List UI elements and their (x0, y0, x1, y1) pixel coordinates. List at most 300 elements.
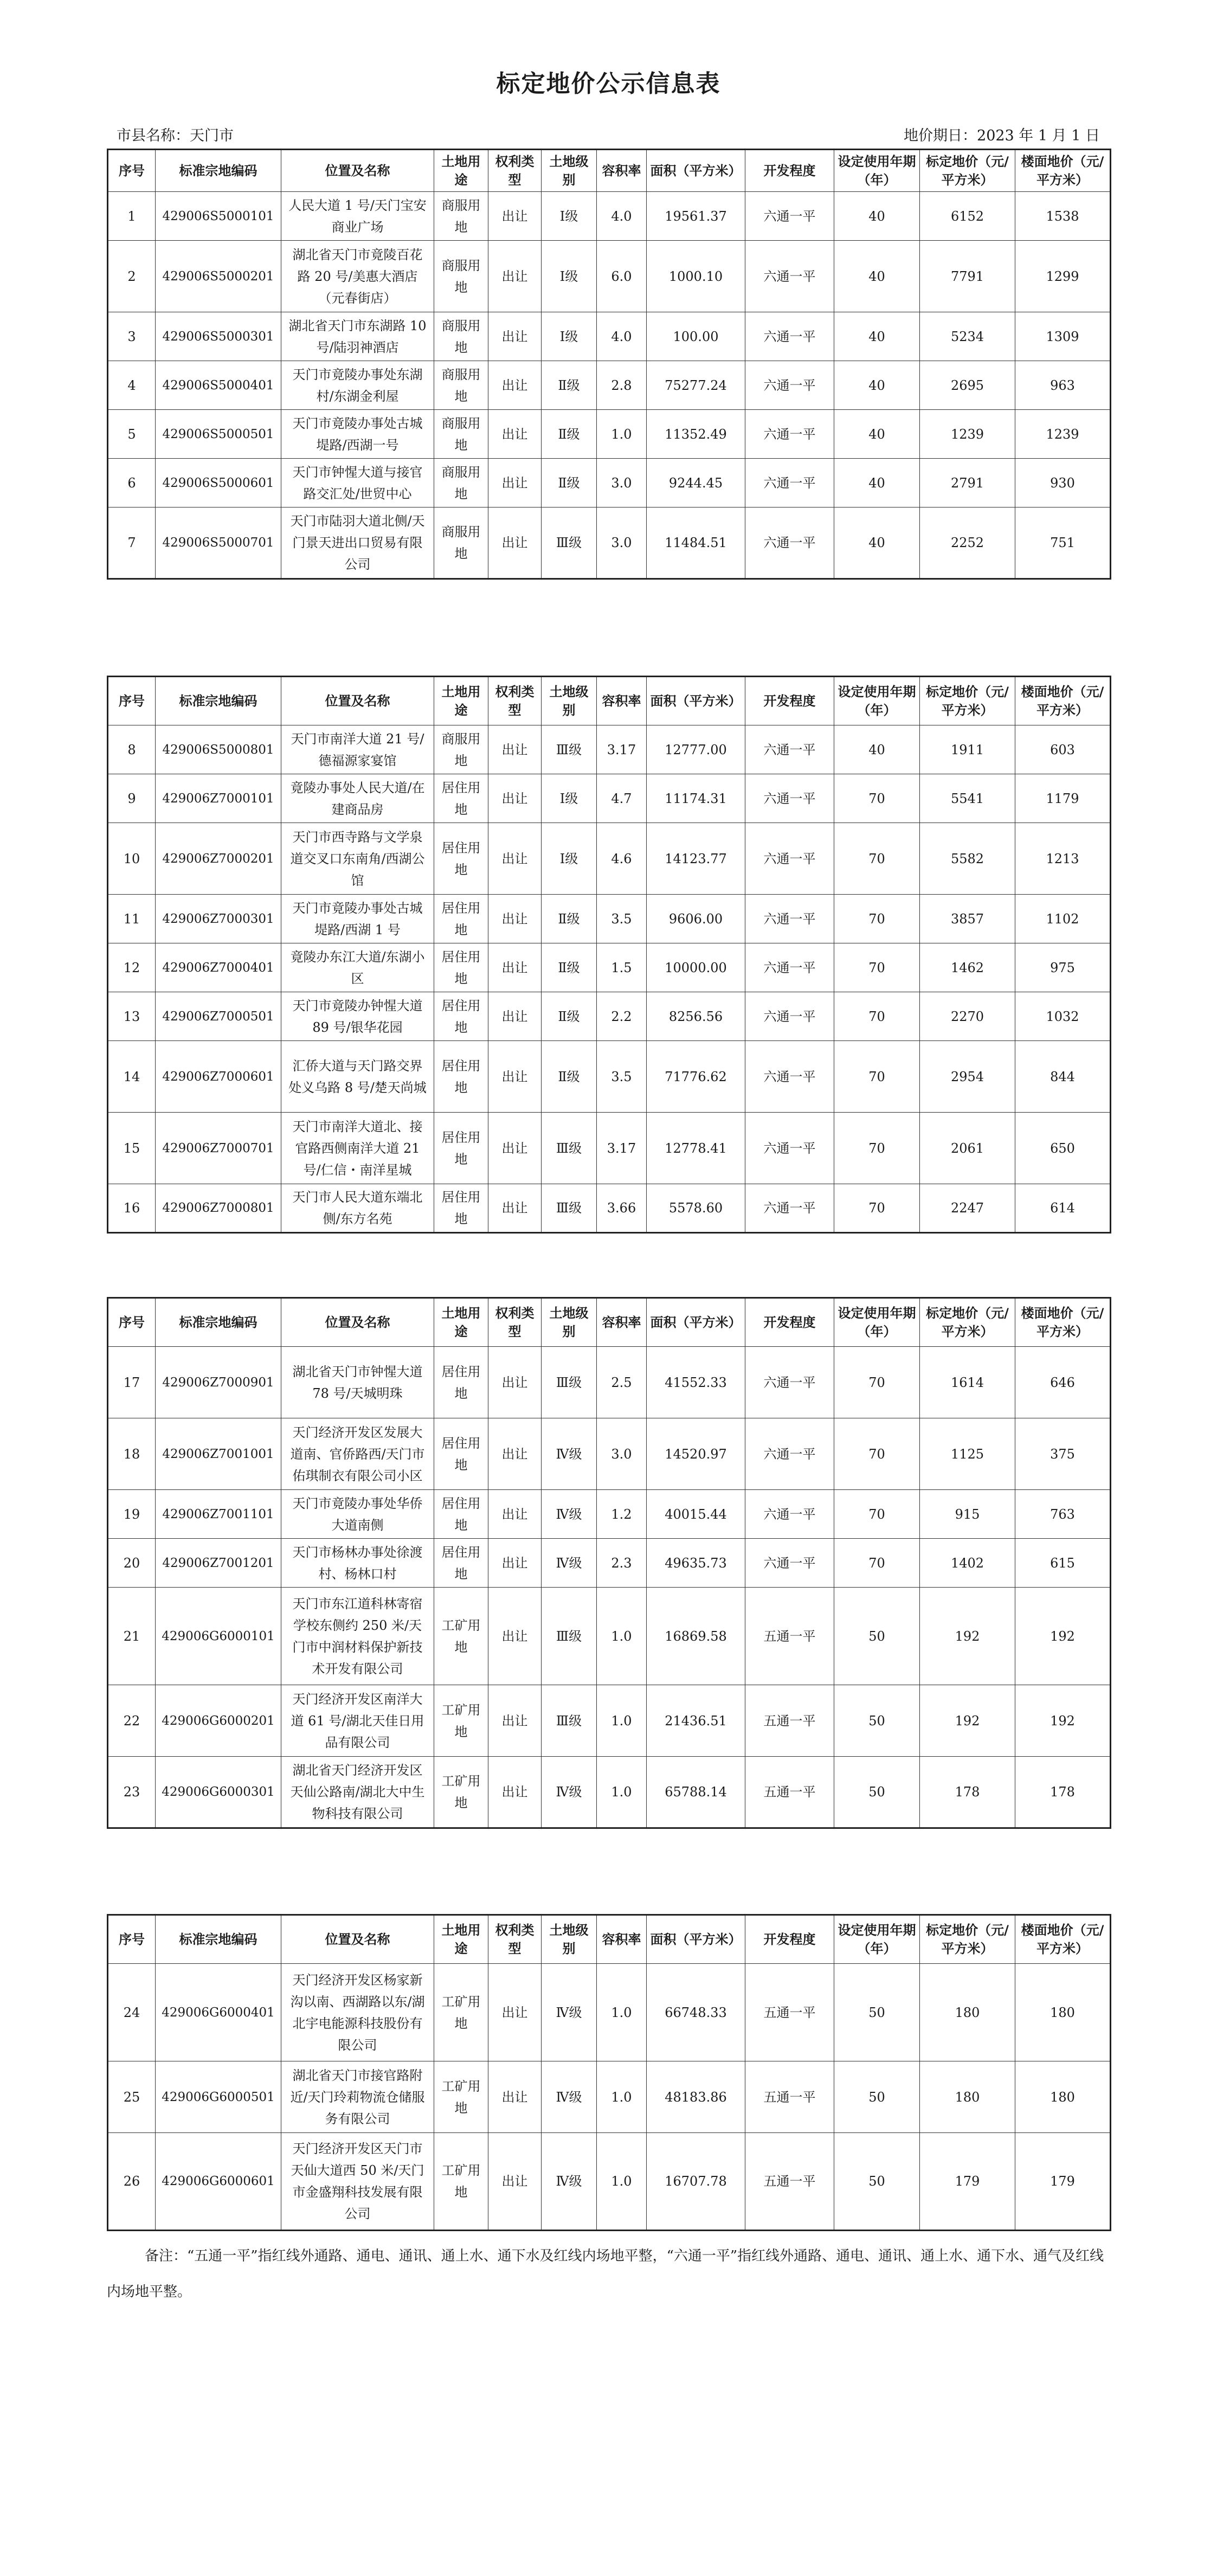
cell-dev-level: 五通一平 (745, 1757, 834, 1828)
cell-use: 居住用地 (434, 1490, 488, 1539)
cell-seq: 2 (108, 241, 156, 312)
cell-term: 50 (834, 1685, 920, 1757)
cell-term: 40 (834, 410, 920, 459)
cell-use: 居住用地 (434, 943, 488, 992)
cell-right-type: 出让 (488, 1588, 542, 1685)
land-price-table (107, 676, 1111, 1234)
cell-far: 1.0 (597, 1588, 647, 1685)
cell-code: 429006Z7000201 (156, 823, 281, 895)
header-seq: 序号 (108, 677, 156, 725)
cell-term: 50 (834, 2061, 920, 2133)
cell-dev-level: 六通一平 (745, 459, 834, 508)
header-seq: 序号 (108, 1915, 156, 1964)
cell-use: 商服用地 (434, 192, 488, 241)
cell-code: 429006S5000701 (156, 508, 281, 579)
header-location: 位置及名称 (281, 677, 434, 725)
cell-right-type: 出让 (488, 2133, 542, 2231)
cell-far: 2.3 (597, 1539, 647, 1588)
cell-std-price: 915 (920, 1490, 1015, 1539)
cell-floor-price: 180 (1015, 1964, 1111, 2061)
cell-area: 8256.56 (647, 992, 745, 1041)
cell-grade: Ⅱ级 (542, 410, 597, 459)
header-dev-level: 开发程度 (745, 150, 834, 192)
cell-floor-price: 1538 (1015, 192, 1111, 241)
cell-floor-price: 1032 (1015, 992, 1111, 1041)
table-row (108, 1588, 1111, 1685)
cell-code: 429006Z7000501 (156, 992, 281, 1041)
cell-term: 70 (834, 1113, 920, 1184)
header-seq: 序号 (108, 150, 156, 192)
header-use: 土地用途 (434, 1915, 488, 1964)
cell-std-price: 2270 (920, 992, 1015, 1041)
cell-dev-level: 六通一平 (745, 1418, 834, 1490)
cell-right-type: 出让 (488, 410, 542, 459)
cell-location: 天门市竟陵办事处华侨大道南侧 (281, 1490, 434, 1539)
cell-code: 429006G6000101 (156, 1588, 281, 1685)
cell-grade: Ⅲ级 (542, 1588, 597, 1685)
cell-code: 429006Z7001001 (156, 1418, 281, 1490)
cell-grade: Ⅱ级 (542, 1041, 597, 1113)
cell-std-price: 2252 (920, 508, 1015, 579)
cell-seq: 13 (108, 992, 156, 1041)
cell-std-price: 5541 (920, 774, 1015, 823)
cell-right-type: 出让 (488, 1490, 542, 1539)
cell-far: 3.0 (597, 1418, 647, 1490)
cell-term: 40 (834, 361, 920, 410)
cell-seq: 15 (108, 1113, 156, 1184)
cell-term: 40 (834, 459, 920, 508)
cell-floor-price: 180 (1015, 2061, 1111, 2133)
cell-dev-level: 六通一平 (745, 1347, 834, 1418)
cell-seq: 11 (108, 895, 156, 943)
cell-grade: Ⅰ级 (542, 192, 597, 241)
cell-term: 70 (834, 1041, 920, 1113)
cell-std-price: 192 (920, 1685, 1015, 1757)
table-row (108, 943, 1111, 992)
cell-location: 天门市陆羽大道北侧/天门景天进出口贸易有限公司 (281, 508, 434, 579)
cell-far: 6.0 (597, 241, 647, 312)
header-area: 面积（平方米） (647, 1298, 745, 1347)
cell-grade: Ⅲ级 (542, 1184, 597, 1233)
cell-right-type: 出让 (488, 459, 542, 508)
cell-seq: 9 (108, 774, 156, 823)
cell-dev-level: 五通一平 (745, 1685, 834, 1757)
cell-location: 人民大道 1 号/天门宝安商业广场 (281, 192, 434, 241)
header-right-type: 权利类型 (488, 150, 542, 192)
cell-term: 50 (834, 1757, 920, 1828)
cell-dev-level: 六通一平 (745, 1539, 834, 1588)
cell-term: 70 (834, 823, 920, 895)
cell-use: 商服用地 (434, 241, 488, 312)
cell-use: 商服用地 (434, 725, 488, 774)
header-right-type: 权利类型 (488, 1915, 542, 1964)
meta-line (107, 124, 1110, 145)
cell-term: 50 (834, 1964, 920, 2061)
table-row (108, 725, 1111, 774)
table-row (108, 192, 1111, 241)
header-term: 设定使用年期（年） (834, 150, 920, 192)
cell-seq: 5 (108, 410, 156, 459)
cell-seq: 19 (108, 1490, 156, 1539)
table-row (108, 2133, 1111, 2231)
header-std-price: 标定地价（元/平方米） (920, 150, 1015, 192)
cell-std-price: 6152 (920, 192, 1015, 241)
cell-code: 429006Z7001101 (156, 1490, 281, 1539)
land-price-table (107, 1914, 1111, 2231)
cell-floor-price: 179 (1015, 2133, 1111, 2231)
cell-dev-level: 六通一平 (745, 1113, 834, 1184)
cell-location: 湖北省天门经济开发区天仙公路南/湖北大中生物科技有限公司 (281, 1757, 434, 1828)
cell-std-price: 5234 (920, 312, 1015, 361)
cell-std-price: 2791 (920, 459, 1015, 508)
cell-grade: Ⅳ级 (542, 2133, 597, 2231)
cell-right-type: 出让 (488, 1757, 542, 1828)
header-std-price: 标定地价（元/平方米） (920, 1915, 1015, 1964)
cell-location: 天门市西寺路与文学泉道交叉口东南角/西湖公馆 (281, 823, 434, 895)
cell-floor-price: 603 (1015, 725, 1111, 774)
cell-floor-price: 192 (1015, 1685, 1111, 1757)
table-row (108, 992, 1111, 1041)
cell-std-price: 180 (920, 2061, 1015, 2133)
cell-floor-price: 963 (1015, 361, 1111, 410)
cell-grade: Ⅱ级 (542, 459, 597, 508)
cell-use: 居住用地 (434, 895, 488, 943)
cell-grade: Ⅱ级 (542, 992, 597, 1041)
header-dev-level: 开发程度 (745, 1915, 834, 1964)
cell-area: 14123.77 (647, 823, 745, 895)
cell-code: 429006S5000401 (156, 361, 281, 410)
cell-grade: Ⅲ级 (542, 1685, 597, 1757)
cell-term: 40 (834, 312, 920, 361)
cell-right-type: 出让 (488, 508, 542, 579)
cell-location: 天门市南洋大道北、接官路西侧南洋大道 21 号/仁信・南洋星城 (281, 1113, 434, 1184)
table-row (108, 2061, 1111, 2133)
cell-area: 1000.10 (647, 241, 745, 312)
cell-seq: 4 (108, 361, 156, 410)
cell-code: 429006Z7001201 (156, 1539, 281, 1588)
cell-seq: 17 (108, 1347, 156, 1418)
cell-area: 66748.33 (647, 1964, 745, 2061)
cell-floor-price: 650 (1015, 1113, 1111, 1184)
table-row (108, 1184, 1111, 1233)
header-dev-level: 开发程度 (745, 677, 834, 725)
cell-area: 14520.97 (647, 1418, 745, 1490)
cell-seq: 12 (108, 943, 156, 992)
cell-use: 工矿用地 (434, 2133, 488, 2231)
cell-far: 3.5 (597, 1041, 647, 1113)
cell-dev-level: 六通一平 (745, 895, 834, 943)
header-floor-price: 楼面地价（元/平方米） (1015, 150, 1111, 192)
cell-grade: Ⅰ级 (542, 241, 597, 312)
cell-dev-level: 六通一平 (745, 410, 834, 459)
cell-use: 工矿用地 (434, 2061, 488, 2133)
cell-far: 4.0 (597, 312, 647, 361)
cell-std-price: 178 (920, 1757, 1015, 1828)
cell-area: 5578.60 (647, 1184, 745, 1233)
cell-code: 429006Z7000801 (156, 1184, 281, 1233)
cell-floor-price: 1309 (1015, 312, 1111, 361)
cell-far: 3.17 (597, 725, 647, 774)
table-row (108, 241, 1111, 312)
cell-term: 70 (834, 992, 920, 1041)
cell-term: 70 (834, 1184, 920, 1233)
cell-floor-price: 763 (1015, 1490, 1111, 1539)
cell-right-type: 出让 (488, 241, 542, 312)
cell-term: 70 (834, 1418, 920, 1490)
cell-std-price: 1911 (920, 725, 1015, 774)
cell-std-price: 2954 (920, 1041, 1015, 1113)
cell-area: 10000.00 (647, 943, 745, 992)
cell-far: 3.0 (597, 459, 647, 508)
header-seq: 序号 (108, 1298, 156, 1347)
cell-dev-level: 五通一平 (745, 1588, 834, 1685)
cell-code: 429006Z7000601 (156, 1041, 281, 1113)
cell-location: 湖北省天门市钟惺大道 78 号/天城明珠 (281, 1347, 434, 1418)
header-floor-price: 楼面地价（元/平方米） (1015, 1298, 1111, 1347)
cell-right-type: 出让 (488, 943, 542, 992)
table-row (108, 312, 1111, 361)
cell-grade: Ⅱ级 (542, 943, 597, 992)
cell-use: 居住用地 (434, 774, 488, 823)
table-header-row (108, 677, 1111, 725)
cell-code: 429006G6000501 (156, 2061, 281, 2133)
cell-seq: 10 (108, 823, 156, 895)
cell-floor-price: 192 (1015, 1588, 1111, 1685)
cell-right-type: 出让 (488, 895, 542, 943)
cell-right-type: 出让 (488, 192, 542, 241)
cell-grade: Ⅲ级 (542, 1347, 597, 1418)
cell-dev-level: 六通一平 (745, 361, 834, 410)
header-location: 位置及名称 (281, 1298, 434, 1347)
cell-seq: 24 (108, 1964, 156, 2061)
cell-far: 1.0 (597, 2061, 647, 2133)
cell-std-price: 179 (920, 2133, 1015, 2231)
cell-use: 居住用地 (434, 1347, 488, 1418)
cell-far: 3.17 (597, 1113, 647, 1184)
header-grade: 土地级别 (542, 677, 597, 725)
cell-right-type: 出让 (488, 992, 542, 1041)
cell-use: 居住用地 (434, 1113, 488, 1184)
cell-area: 48183.86 (647, 2061, 745, 2133)
cell-grade: Ⅳ级 (542, 1757, 597, 1828)
cell-right-type: 出让 (488, 2061, 542, 2133)
header-right-type: 权利类型 (488, 1298, 542, 1347)
table-row (108, 774, 1111, 823)
cell-dev-level: 六通一平 (745, 241, 834, 312)
cell-area: 19561.37 (647, 192, 745, 241)
cell-area: 100.00 (647, 312, 745, 361)
cell-location: 天门市竟陵办事处古城堤路/西湖 1 号 (281, 895, 434, 943)
cell-term: 70 (834, 1490, 920, 1539)
cell-term: 40 (834, 508, 920, 579)
cell-right-type: 出让 (488, 1184, 542, 1233)
cell-code: 429006S5000201 (156, 241, 281, 312)
cell-area: 11174.31 (647, 774, 745, 823)
cell-term: 40 (834, 192, 920, 241)
cell-std-price: 2247 (920, 1184, 1015, 1233)
cell-floor-price: 1299 (1015, 241, 1111, 312)
cell-floor-price: 178 (1015, 1757, 1111, 1828)
cell-grade: Ⅳ级 (542, 1964, 597, 2061)
table-header-row (108, 150, 1111, 192)
cell-std-price: 1462 (920, 943, 1015, 992)
cell-code: 429006G6000601 (156, 2133, 281, 2231)
cell-use: 居住用地 (434, 1184, 488, 1233)
header-term: 设定使用年期（年） (834, 1298, 920, 1347)
cell-location: 天门市竟陵办事处古城堤路/西湖一号 (281, 410, 434, 459)
table-row (108, 410, 1111, 459)
cell-far: 4.7 (597, 774, 647, 823)
cell-right-type: 出让 (488, 774, 542, 823)
cell-right-type: 出让 (488, 1041, 542, 1113)
cell-code: 429006S5000601 (156, 459, 281, 508)
cell-far: 1.2 (597, 1490, 647, 1539)
cell-location: 天门市钟惺大道与接官路交汇处/世贸中心 (281, 459, 434, 508)
cell-term: 70 (834, 943, 920, 992)
cell-area: 41552.33 (647, 1347, 745, 1418)
cell-grade: Ⅳ级 (542, 1539, 597, 1588)
cell-dev-level: 六通一平 (745, 943, 834, 992)
header-term: 设定使用年期（年） (834, 1915, 920, 1964)
cell-far: 3.5 (597, 895, 647, 943)
cell-grade: Ⅰ级 (542, 774, 597, 823)
header-grade: 土地级别 (542, 150, 597, 192)
table-row (108, 1347, 1111, 1418)
cell-dev-level: 六通一平 (745, 1041, 834, 1113)
cell-floor-price: 646 (1015, 1347, 1111, 1418)
land-price-table (107, 1297, 1111, 1829)
cell-grade: Ⅲ级 (542, 508, 597, 579)
cell-right-type: 出让 (488, 1685, 542, 1757)
header-std-price: 标定地价（元/平方米） (920, 677, 1015, 725)
cell-area: 16707.78 (647, 2133, 745, 2231)
cell-use: 居住用地 (434, 992, 488, 1041)
cell-far: 1.0 (597, 1964, 647, 2061)
cell-dev-level: 六通一平 (745, 192, 834, 241)
cell-far: 2.5 (597, 1347, 647, 1418)
cell-right-type: 出让 (488, 1418, 542, 1490)
cell-code: 429006S5000301 (156, 312, 281, 361)
price-date-label: 地价期日：2023 年 1 月 1 日 (904, 127, 1100, 144)
cell-term: 40 (834, 241, 920, 312)
cell-grade: Ⅰ级 (542, 312, 597, 361)
cell-grade: Ⅳ级 (542, 1418, 597, 1490)
cell-seq: 23 (108, 1757, 156, 1828)
table-row (108, 459, 1111, 508)
header-use: 土地用途 (434, 677, 488, 725)
header-std-price: 标定地价（元/平方米） (920, 1298, 1015, 1347)
cell-seq: 22 (108, 1685, 156, 1757)
cell-seq: 6 (108, 459, 156, 508)
cell-area: 75277.24 (647, 361, 745, 410)
cell-std-price: 1239 (920, 410, 1015, 459)
header-area: 面积（平方米） (647, 150, 745, 192)
cell-grade: Ⅲ级 (542, 1113, 597, 1184)
cell-location: 天门市人民大道东端北侧/东方名苑 (281, 1184, 434, 1233)
cell-dev-level: 六通一平 (745, 774, 834, 823)
cell-use: 工矿用地 (434, 1757, 488, 1828)
cell-area: 9606.00 (647, 895, 745, 943)
table-row (108, 1041, 1111, 1113)
cell-grade: Ⅱ级 (542, 895, 597, 943)
header-code: 标准宗地编码 (156, 150, 281, 192)
cell-use: 商服用地 (434, 508, 488, 579)
header-area: 面积（平方米） (647, 677, 745, 725)
header-far: 容积率 (597, 1915, 647, 1964)
cell-dev-level: 六通一平 (745, 508, 834, 579)
header-far: 容积率 (597, 677, 647, 725)
cell-floor-price: 1102 (1015, 895, 1111, 943)
cell-seq: 20 (108, 1539, 156, 1588)
cell-floor-price: 844 (1015, 1041, 1111, 1113)
table-row (108, 1490, 1111, 1539)
cell-term: 40 (834, 725, 920, 774)
cell-use: 商服用地 (434, 361, 488, 410)
cell-area: 71776.62 (647, 1041, 745, 1113)
cell-grade: Ⅳ级 (542, 1490, 597, 1539)
cell-location: 湖北省天门市东湖路 10 号/陆羽神酒店 (281, 312, 434, 361)
header-floor-price: 楼面地价（元/平方米） (1015, 1915, 1111, 1964)
cell-use: 居住用地 (434, 1041, 488, 1113)
cell-far: 3.0 (597, 508, 647, 579)
cell-location: 天门市南洋大道 21 号/德福源家宴馆 (281, 725, 434, 774)
header-right-type: 权利类型 (488, 677, 542, 725)
cell-code: 429006Z7000101 (156, 774, 281, 823)
cell-far: 1.0 (597, 1685, 647, 1757)
cell-term: 50 (834, 2133, 920, 2231)
cell-seq: 14 (108, 1041, 156, 1113)
cell-right-type: 出让 (488, 361, 542, 410)
cell-location: 湖北省天门市竟陵百花路 20 号/美惠大酒店（元春街店） (281, 241, 434, 312)
cell-use: 工矿用地 (434, 1964, 488, 2061)
cell-code: 429006G6000301 (156, 1757, 281, 1828)
cell-use: 工矿用地 (434, 1685, 488, 1757)
cell-code: 429006Z7000701 (156, 1113, 281, 1184)
cell-grade: Ⅰ级 (542, 823, 597, 895)
cell-floor-price: 375 (1015, 1418, 1111, 1490)
cell-far: 4.0 (597, 192, 647, 241)
cell-far: 1.0 (597, 1757, 647, 1828)
cell-code: 429006G6000401 (156, 1964, 281, 2061)
cell-seq: 21 (108, 1588, 156, 1685)
cell-code: 429006G6000201 (156, 1685, 281, 1757)
header-grade: 土地级别 (542, 1298, 597, 1347)
cell-grade: Ⅱ级 (542, 361, 597, 410)
cell-code: 429006S5000101 (156, 192, 281, 241)
cell-use: 商服用地 (434, 459, 488, 508)
cell-location: 竟陵办事处人民大道/在建商品房 (281, 774, 434, 823)
cell-code: 429006S5000501 (156, 410, 281, 459)
cell-seq: 7 (108, 508, 156, 579)
header-code: 标准宗地编码 (156, 677, 281, 725)
header-code: 标准宗地编码 (156, 1915, 281, 1964)
cell-area: 21436.51 (647, 1685, 745, 1757)
cell-floor-price: 930 (1015, 459, 1111, 508)
cell-seq: 26 (108, 2133, 156, 2231)
cell-area: 65788.14 (647, 1757, 745, 1828)
cell-location: 竟陵办东江大道/东湖小区 (281, 943, 434, 992)
cell-floor-price: 975 (1015, 943, 1111, 992)
cell-far: 1.5 (597, 943, 647, 992)
header-dev-level: 开发程度 (745, 1298, 834, 1347)
cell-std-price: 2695 (920, 361, 1015, 410)
header-use: 土地用途 (434, 150, 488, 192)
footnote: 备注：“五通一平”指红线外通路、通电、通讯、通上水、通下水及红线内场地平整，“六通一平”指红线外通路、通电、通讯、通上水、通下水、通气及红线内场地平整。 (107, 2248, 1104, 2300)
cell-dev-level: 五通一平 (745, 1964, 834, 2061)
table-row (108, 823, 1111, 895)
cell-code: 429006Z7000901 (156, 1347, 281, 1418)
cell-location: 天门市杨林办事处徐渡村、杨林口村 (281, 1539, 434, 1588)
